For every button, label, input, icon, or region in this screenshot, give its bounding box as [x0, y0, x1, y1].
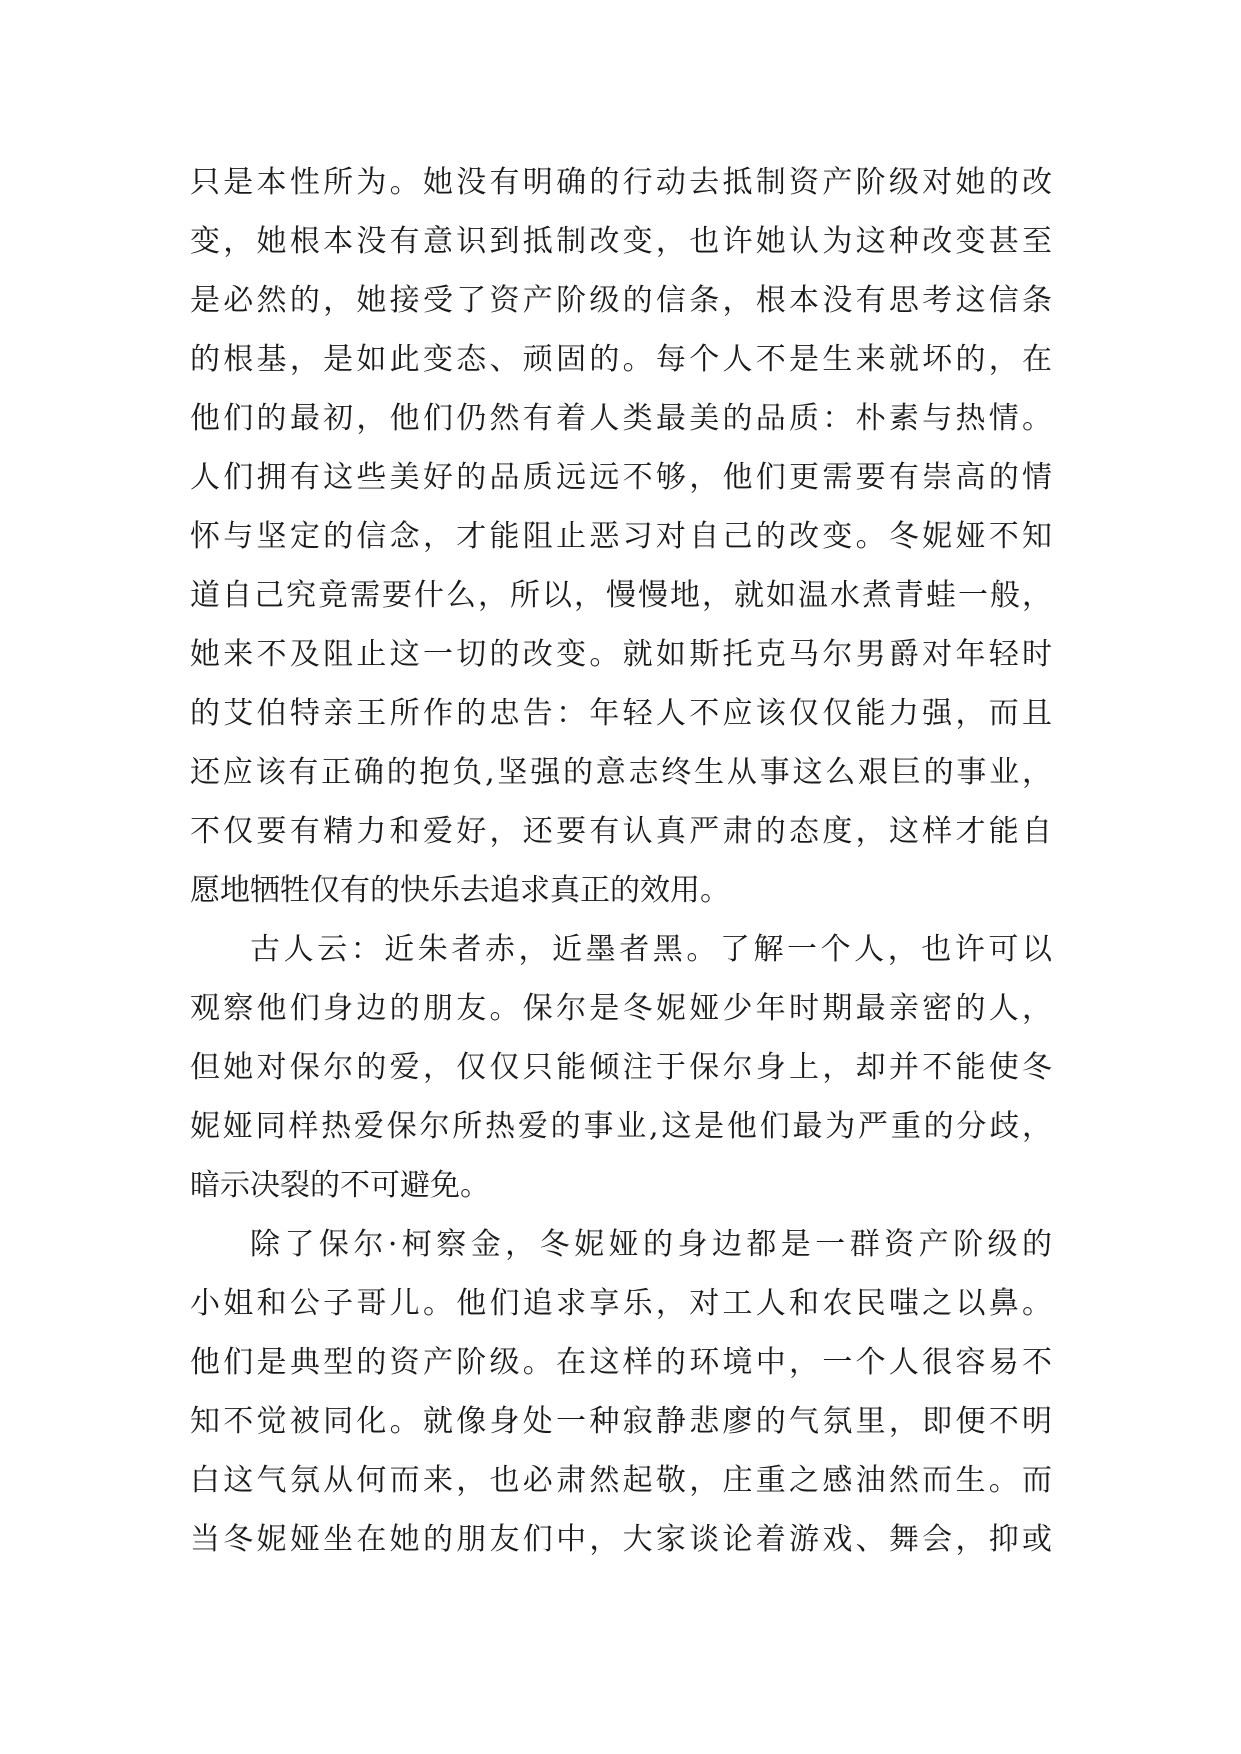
- text-line: 古人云：近朱者赤，近墨者黑。了解一个人，也许可以: [250, 932, 1052, 967]
- text-line: 知不觉被同化。就像身处一种寂静悲廖的气氛里，即便不明: [190, 1404, 1052, 1439]
- text-line: 他们是典型的资产阶级。在这样的环境中，一个人很容易不: [190, 1345, 1052, 1380]
- text-line: 不仅要有精力和爱好，还要有认真严肃的态度，这样才能自: [190, 814, 1052, 849]
- text-line: 妮娅同样热爱保尔所热爱的事业,这是他们最为严重的分歧，: [190, 1109, 1052, 1144]
- text-line: 还应该有正确的抱负,坚强的意志终生从事这么艰巨的事业，: [190, 755, 1052, 790]
- text-line: 当冬妮娅坐在她的朋友们中，大家谈论着游戏、舞会，抑或: [190, 1522, 1052, 1557]
- text-line: 暗示决裂的不可避免。: [190, 1168, 490, 1203]
- text-line: 但她对保尔的爱，仅仅只能倾注于保尔身上，却并不能使冬: [190, 1050, 1052, 1085]
- document-body: [190, 153, 1052, 1569]
- text-line: 小姐和公子哥儿。他们追求享乐，对工人和农民嗤之以鼻。: [190, 1286, 1052, 1321]
- text-line: 道自己究竟需要什么，所以，慢慢地，就如温水煮青蛙一般，: [190, 578, 1052, 613]
- text-line: 怀与坚定的信念，才能阻止恶习对自己的改变。冬妮娅不知: [190, 519, 1052, 554]
- text-line: 愿地牺牲仅有的快乐去追求真正的效用。: [190, 873, 730, 908]
- text-line: 她来不及阻止这一切的改变。就如斯托克马尔男爵对年轻时: [190, 637, 1052, 672]
- text-line: 只是本性所为。她没有明确的行动去抵制资产阶级对她的改: [190, 165, 1052, 200]
- text-line: 除了保尔·柯察金，冬妮娅的身边都是一群资产阶级的: [250, 1227, 1052, 1262]
- text-line: 他们的最初，他们仍然有着人类最美的品质：朴素与热情。: [190, 401, 1052, 436]
- text-line: 变，她根本没有意识到抵制改变，也许她认为这种改变甚至: [190, 224, 1052, 259]
- text-line: 白这气氛从何而来，也必肃然起敬，庄重之感油然而生。而: [190, 1463, 1052, 1498]
- text-line: 人们拥有这些美好的品质远远不够，他们更需要有崇高的情: [190, 460, 1052, 495]
- text-line: 的根基，是如此变态、顽固的。每个人不是生来就坏的，在: [190, 342, 1052, 377]
- text-line: 的艾伯特亲王所作的忠告：年轻人不应该仅仅能力强，而且: [190, 696, 1052, 731]
- text-line: 观察他们身边的朋友。保尔是冬妮娅少年时期最亲密的人，: [190, 991, 1052, 1026]
- text-line: 是必然的，她接受了资产阶级的信条，根本没有思考这信条: [190, 283, 1052, 318]
